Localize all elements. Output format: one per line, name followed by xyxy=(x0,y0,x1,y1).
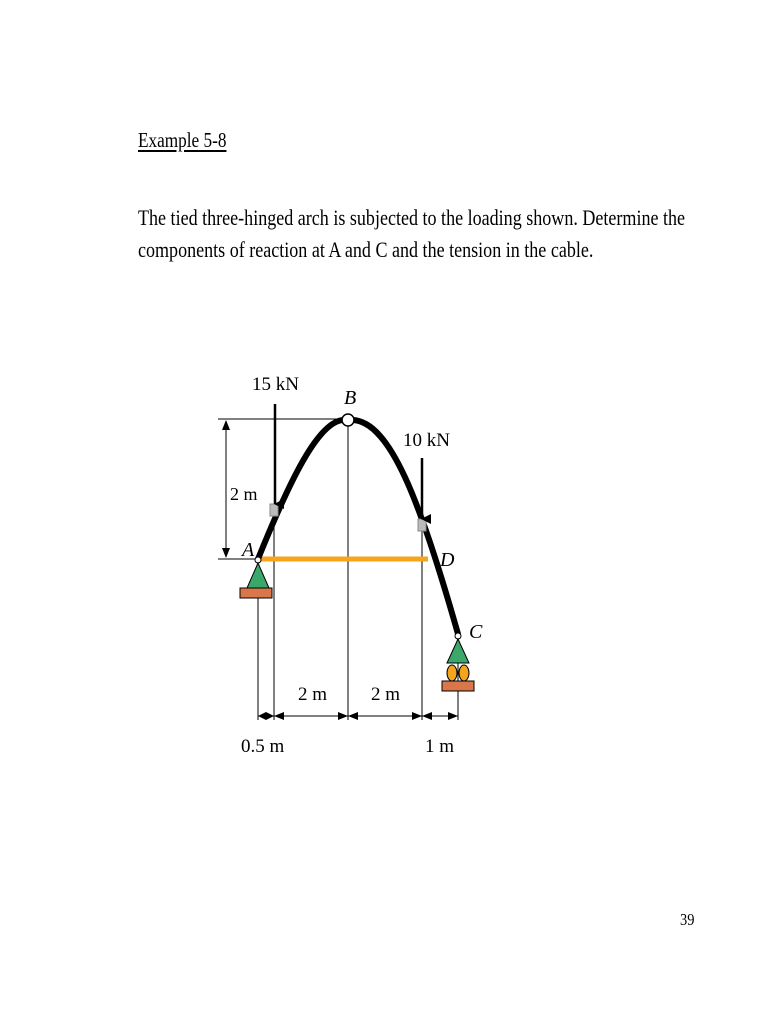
load-plate-left xyxy=(270,504,278,516)
problem-line-1: The tied three-hinged arch is subjected to the loading shown. Determine the xyxy=(138,205,686,230)
label-d: D xyxy=(440,549,455,571)
height-dim-arrow-up xyxy=(222,420,230,430)
label-a: A xyxy=(242,539,255,561)
example-title: Example 5-8 xyxy=(138,128,227,152)
problem-line-2: components of reaction at A and C and the tension in the cable. xyxy=(138,237,594,262)
dim-label-2m-right: 2 m xyxy=(371,684,401,705)
label-c: C xyxy=(469,621,483,643)
dim-label-05m: 0.5 m xyxy=(241,736,285,757)
base-c xyxy=(442,681,474,691)
roller-left xyxy=(447,665,457,681)
roller-support-c xyxy=(447,639,469,663)
load-label-15kn: 15 kN xyxy=(252,374,299,395)
dim-label-2m-left: 2 m xyxy=(298,684,328,705)
pin-support-a xyxy=(247,563,269,588)
dim-label-1m: 1 m xyxy=(425,736,455,757)
load-plate-right xyxy=(418,519,426,531)
label-b: B xyxy=(344,387,357,409)
page-number: 39 xyxy=(680,910,695,929)
load-label-10kn: 10 kN xyxy=(403,430,450,451)
height-dim-arrow-down xyxy=(222,548,230,558)
arch-member xyxy=(258,420,458,634)
roller-right xyxy=(459,665,469,681)
base-a xyxy=(240,588,272,598)
height-dim-label: 2 m xyxy=(230,484,258,504)
hinge-b xyxy=(342,414,354,426)
